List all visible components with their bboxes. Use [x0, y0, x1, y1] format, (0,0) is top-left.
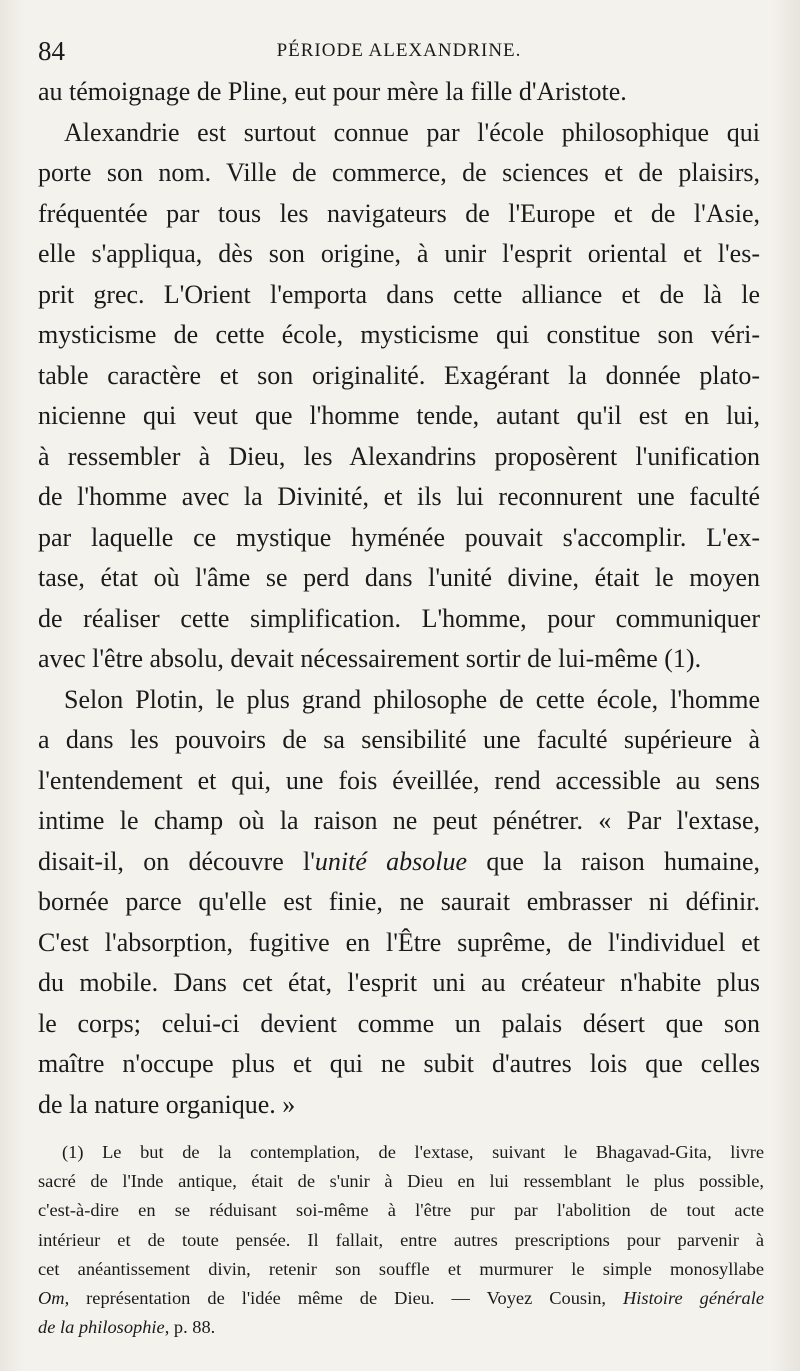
- footnote-line: [38, 1284, 764, 1313]
- text-line: a dans les pouvoirs de sa sensibilité une faculté supérieure à: [38, 725, 760, 754]
- text-line: de la nature organique. »: [38, 1089, 296, 1119]
- footnote-line: cet anéantissement divin, retenir son souffle et murmurer le simple monosyllabe: [38, 1258, 764, 1279]
- footnote-line: (1) Le but de la contemplation, de l'extase, suivant le Bhagavad-Gita, livre: [62, 1142, 764, 1162]
- text-line: nicienne qui veut que l'homme tende, autant qu'il est en lui,: [38, 401, 760, 430]
- text-segment: que la raison humaine,: [467, 846, 760, 876]
- text-line: [38, 842, 760, 883]
- text-line: de l'homme avec la Divinité, et ils lui reconnurent une faculté: [38, 482, 760, 511]
- text-line: maître n'occupe plus et qui ne subit d'autres lois que celles: [38, 1049, 760, 1078]
- main-text: [38, 72, 760, 1125]
- italic-phrase: Histoire générale: [623, 1288, 764, 1309]
- text-line: Alexandrie est surtout connue par l'école philosophique qui: [64, 117, 760, 147]
- italic-phrase: de la philosophie: [38, 1317, 165, 1338]
- text-segment: , p. 88.: [164, 1317, 216, 1338]
- text-segment: , représentation de l'idée même de Dieu. — Voyez Cousin,: [64, 1288, 624, 1309]
- text-line: tase, état où l'âme se perd dans l'unité divine, était le moyen: [38, 563, 760, 592]
- text-line: du mobile. Dans cet état, l'esprit uni au créateur n'habite plus: [38, 968, 760, 997]
- text-line: bornée parce qu'elle est finie, ne saurait embrasser ni définir.: [38, 887, 760, 916]
- footnote-line: intérieur et de toute pensée. Il fallait, entre autres prescriptions pour parvenir à: [38, 1229, 764, 1250]
- text-line: table caractère et son originalité. Exagérant la donnée plato-: [38, 360, 760, 390]
- footnote: [38, 1138, 764, 1342]
- running-title: PÉRIODE ALEXANDRINE.: [276, 40, 522, 61]
- footnote-line: c'est-à-dire en se réduisant soi-même à l'être pur par l'abolition de tout acte: [38, 1200, 764, 1221]
- text-segment: disait-il, on découvre l': [38, 846, 315, 876]
- text-line: au témoignage de Pline, eut pour mère la fille d'Aristote.: [38, 77, 627, 106]
- text-line: Selon Plotin, le plus grand philosophe de cette école, l'homme: [64, 684, 760, 714]
- footnote-line: [38, 1313, 764, 1342]
- text-line: mysticisme de cette école, mysticisme qui constitue son véri-: [38, 320, 760, 349]
- text-line: avec l'être absolu, devait nécessairement sortir de lui-même (1).: [38, 644, 702, 673]
- footnote-line: sacré de l'Inde antique, était de s'unir à Dieu en lui ressemblant le plus possible,: [38, 1171, 764, 1192]
- paragraph-2: [38, 113, 760, 680]
- paragraph-1: [38, 72, 760, 113]
- text-line: C'est l'absorption, fugitive en l'Être suprême, de l'individuel et: [38, 927, 760, 957]
- text-line: intime le champ où la raison ne peut pénétrer. « Par l'extase,: [38, 806, 760, 835]
- paragraph-3: [38, 680, 760, 1126]
- text-line: prit grec. L'Orient l'emporta dans cette alliance et de là le: [38, 279, 760, 309]
- text-line: fréquentée par tous les navigateurs de l'Europe et de l'Asie,: [38, 198, 760, 228]
- text-line: elle s'appliqua, dès son origine, à unir l'esprit oriental et l'es-: [38, 239, 760, 268]
- text-line: par laquelle ce mystique hyménée pouvait s'accomplir. L'ex-: [38, 522, 760, 552]
- italic-phrase: Om: [38, 1288, 65, 1309]
- text-line: porte son nom. Ville de commerce, de sciences et de plaisirs,: [38, 158, 760, 187]
- page-header: [38, 34, 760, 68]
- page-number: 84: [38, 36, 65, 66]
- text-line: à ressembler à Dieu, les Alexandrins proposèrent l'unification: [38, 441, 760, 471]
- italic-phrase: unité absolue: [314, 846, 468, 876]
- text-line: le corps; celui-ci devient comme un palais désert que son: [38, 1008, 760, 1038]
- text-line: l'entendement et qui, une fois éveillée, rend accessible au sens: [38, 765, 760, 795]
- text-line: de réaliser cette simplification. L'homme, pour communiquer: [38, 603, 760, 633]
